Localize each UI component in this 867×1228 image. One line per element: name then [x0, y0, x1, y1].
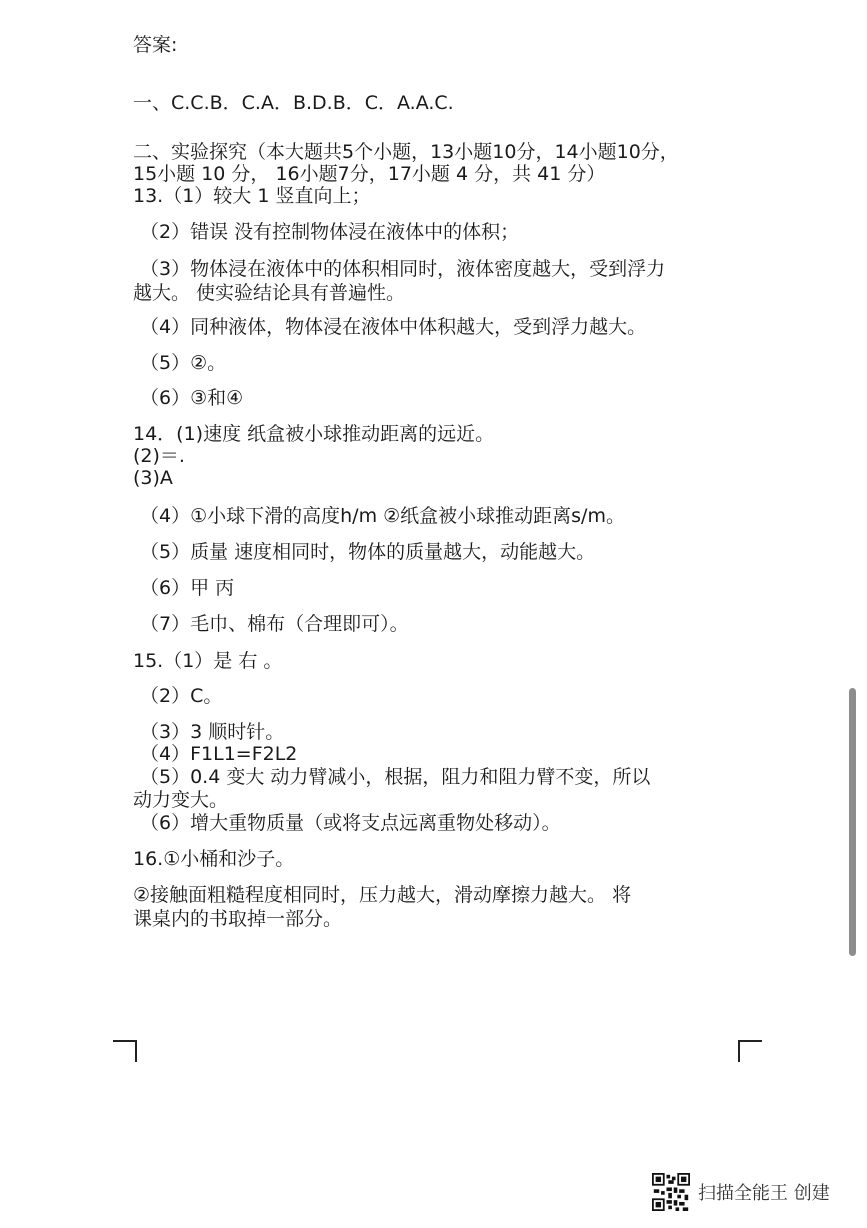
q15-part3: （3）3 顺时针。: [140, 721, 285, 743]
q14-part5: （5）质量 速度相同时，物体的质量越大，动能越大。: [140, 541, 596, 563]
vertical-scrollbar[interactable]: [849, 688, 856, 956]
q13-part1: 13.（1）较大 1 竖直向上；: [133, 185, 371, 207]
q16-part2-line1: ②接触面粗糙程度相同时，压力越大，滑动摩擦力越大。 将: [133, 884, 632, 906]
q13-part5: （5）②。: [140, 352, 227, 374]
crop-mark-right: [738, 1040, 762, 1062]
answer-title: 答案:: [133, 34, 178, 56]
q15-part4: （4）F1L1=F2L2: [140, 743, 298, 765]
crop-mark-left: [113, 1040, 137, 1062]
q16-part1: 16.①小桶和沙子。: [133, 848, 295, 870]
q14-part2: (2)＝.: [133, 445, 185, 467]
q14-part3: (3)A: [133, 467, 173, 489]
section2-heading-line1: 二、实验探究（本大题共5个小题，13小题10分，14小题10分，: [133, 141, 679, 163]
q13-part3-line1: （3）物体浸在液体中的体积相同时，液体密度越大，受到浮力: [140, 258, 666, 280]
q13-part6: （6）③和④: [140, 387, 244, 409]
q13-part4: （4）同种液体，物体浸在液体中体积越大，受到浮力越大。: [140, 316, 647, 338]
watermark-text: 扫描全能王 创建: [698, 1183, 830, 1204]
q14-part4: （4）①小球下滑的高度h/m ②纸盒被小球推动距离s/m。: [140, 505, 625, 527]
q13-part3-line2: 越大。 使实验结论具有普遍性。: [133, 282, 406, 304]
q15-part1: 15.（1）是 右 。: [133, 650, 283, 672]
q14-part6: （6）甲 丙: [140, 577, 235, 599]
multiple-choice-answers: 一、C.C.B．C.A．B.D.B．C．A.A.C.: [133, 92, 454, 114]
q15-part5-line1: （5）0.4 变大 动力臂减小，根据，阻力和阻力臂不变，所以: [140, 766, 651, 788]
q15-part2: （2）C。: [140, 685, 223, 707]
q15-part6: （6）增大重物质量（或将支点远离重物处移动）。: [140, 812, 561, 834]
q13-part2: （2）错误 没有控制物体浸在液体中的体积；: [140, 221, 520, 243]
qr-code-icon: [652, 1173, 690, 1211]
section2-heading-line2: 15小题 10 分， 16小题7分，17小题 4 分，共 41 分）: [133, 163, 606, 185]
q16-part2-line2: 课桌内的书取掉一部分。: [133, 908, 343, 930]
q14-part7: （7）毛巾、棉布（合理即可）。: [140, 613, 409, 635]
scanner-watermark: [652, 1172, 830, 1212]
q15-part5-line2: 动力变大。: [133, 789, 229, 811]
q14-part1: 14．(1)速度 纸盒被小球推动距离的远近。: [133, 423, 495, 445]
